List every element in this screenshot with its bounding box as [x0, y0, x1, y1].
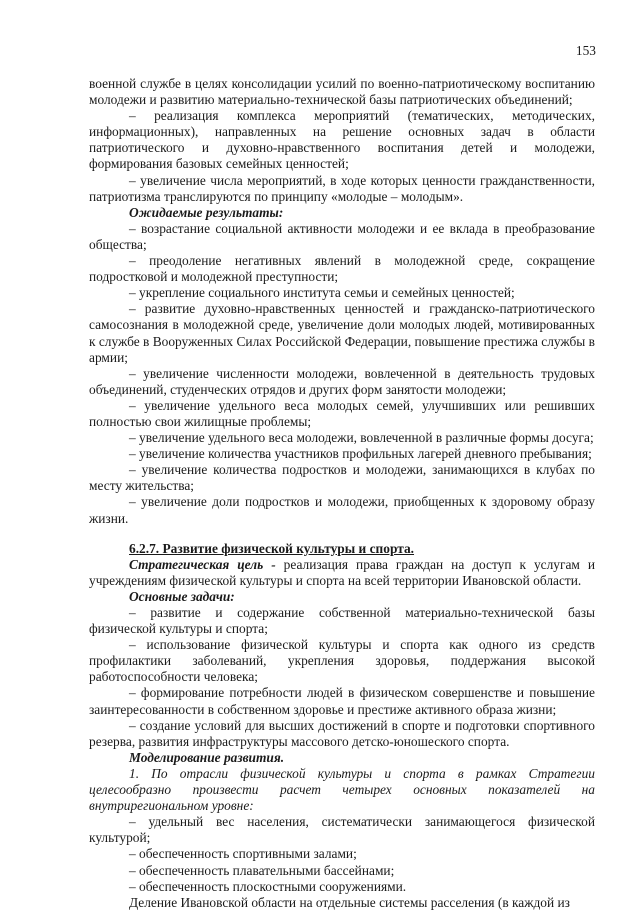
section-title: 6.2.7. Развитие физической культуры и спорта. [129, 540, 415, 556]
page-number: 153 [575, 43, 596, 58]
body-text [89, 76, 595, 911]
list-item: – увеличение количества участников профильных лагерей дневного пребывания; [129, 446, 592, 462]
list-item: – преодоление негативных явлений в молодежной среде, сокращение подростковой и молодежной преступности; [89, 253, 595, 285]
modeling-heading: Моделирование развития. [129, 749, 285, 765]
list-item: – создание условий для высших достижений в спорте и подготовки спортивного резерва, развития инфраструктуры массового детско-юношеского спорта. [89, 717, 595, 749]
list-item: – увеличение удельного веса молодых семей, улучшивших или решивших полностью свои жилищные проблемы; [89, 397, 595, 429]
list-item: – увеличение удельного веса молодежи, вовлеченной в различные формы досуга; [129, 430, 594, 446]
list-item: – возрастание социальной активности молодежи и ее вклада в преобразование общества; [89, 220, 595, 252]
strategic-goal-label: Стратегическая цель - [129, 556, 276, 572]
list-item: – увеличение доли подростков и молодежи, приобщенных к здоровому образу жизни. [89, 494, 595, 526]
list-item: – развитие духовно-нравственных ценностей и гражданско-патриотического самосознания в молодежной среде, увеличение доли молодых людей, мотивированных к службе в Вооруженных Силах Российской Федерации, повышение престижа службы в армии; [89, 301, 595, 365]
strategic-goal [89, 557, 595, 589]
list-item: – увеличение количества подростков и молодежи, занимающихся в клубах по месту жительства; [89, 462, 595, 494]
section-title-line [89, 541, 595, 557]
list-item: – развитие и содержание собственной материально-технической базы физической культуры и спорта; [89, 605, 595, 637]
list-item: – обеспеченность плоскостными сооружениями. [129, 878, 407, 894]
modeling-intro: 1. По отрасли физической культуры и спорта в рамках Стратегии целесообразно произвести расчет четырех основных показателей на внутрирегиональном уровне: [89, 765, 595, 814]
list-item: – реализация комплекса мероприятий (тематических, методических, информационных), направленных на решение основных задач в области патриотического и духовно-нравственного воспитания детей и молодежи, формирования базовых семейных ценностей; [89, 108, 595, 172]
list-item: – использование физической культуры и спорта как одного из средств профилактики заболеваний, укрепления здоровья, поддержания высокой работоспособности человека; [89, 637, 595, 685]
spacer [89, 527, 595, 541]
list-item: – обеспеченность плавательными бассейнами; [129, 862, 395, 878]
list-item: – формирование потребности людей в физическом совершенстве и повышение заинтересованности в собственном здоровье и престиже активного образа жизни; [89, 685, 595, 717]
final-paragraph: Деление Ивановской области на отдельные системы расселения (в каждой из [129, 894, 570, 910]
strategic-goal-text: реализация права граждан на доступ к услугам и учреждениям физической культуры и спорта на всей территории Ивановской области. [89, 556, 595, 588]
list-item: – укрепление социального института семьи и семейных ценностей; [129, 285, 515, 301]
list-item: – удельный вес населения, систематически занимающегося физической культурой; [89, 814, 595, 846]
list-item: – увеличение численности молодежи, вовлеченной в деятельность трудовых объединений, студенческих отрядов и других форм занятости молодежи; [89, 365, 595, 397]
list-item: – увеличение числа мероприятий, в ходе которых ценности гражданственности, патриотизма транслируются по принципу «молодые – молодым». [89, 172, 595, 204]
list-item: – обеспеченность спортивными залами; [129, 846, 357, 862]
paragraph: военной службе в целях консолидации усилий по военно-патриотическому воспитанию молодежи и развитию материально-технической базы патриотических объединений; [89, 76, 595, 108]
expected-results-heading: Ожидаемые результаты: [129, 204, 284, 220]
tasks-heading: Основные задачи: [129, 588, 235, 604]
